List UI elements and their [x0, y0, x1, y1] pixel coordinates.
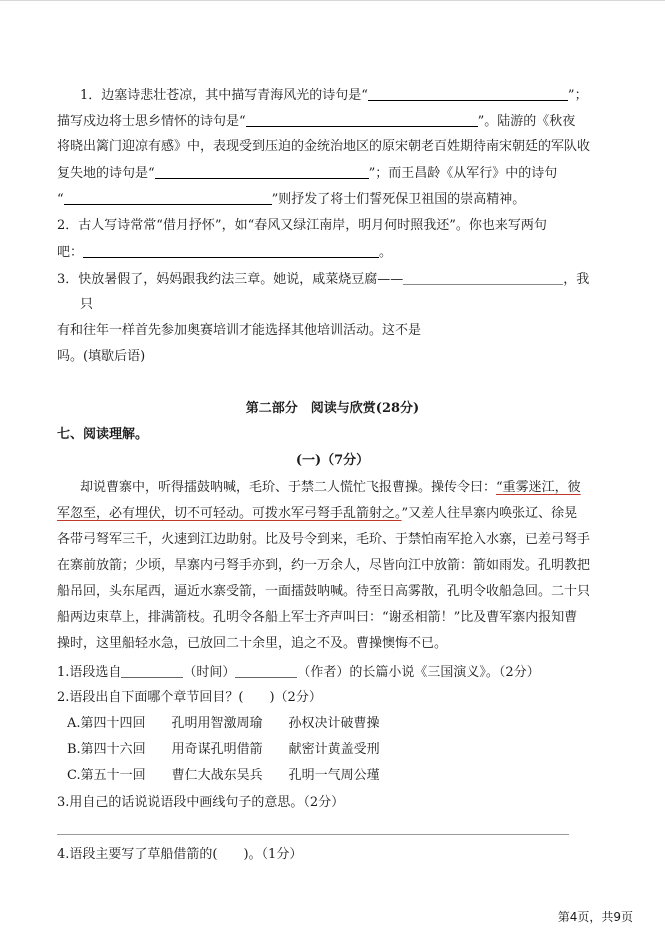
passage-line-2: 军忽至，必有埋伏，切不可轻动。可拨水军弓弩手乱箭射之。”又差人往旱寨内唤张辽、徐晃	[57, 506, 578, 521]
q6-line-11: 吗。(填歇后语)	[57, 349, 146, 364]
answer-blank[interactable]	[368, 86, 568, 101]
passage-line-7: 操时，这里船轻水急，已放回二十余里，追之不及。曹操懊悔不已。	[57, 636, 448, 651]
passage-line-5: 船吊回，头东尾西，逼近水寨受箭，一面擂鼓呐喊。待至日高雾散，孔明令收船急回。二十只	[57, 584, 591, 599]
answer-blank[interactable]	[121, 663, 183, 678]
question-2: 2.语段出自下面哪个章节回目？( )（2分）	[57, 690, 322, 705]
option-c[interactable]: C.第五十一回 曹仁大战东吴兵 孔明一气周公瑾	[67, 768, 380, 783]
answer-blank[interactable]	[403, 270, 563, 285]
q6-line-2: 描写戍边将士思乡情怀的诗句是“ ”。陆游的《秋夜	[57, 114, 576, 129]
underlined-sentence: 军忽至，必有埋伏，切不可轻动。可拨水军弓弩手乱箭射之。	[57, 506, 402, 521]
question-4: 4.语段主要写了草船借箭的( )。（1分）	[57, 847, 303, 862]
passage-subtitle: (一)（7分）	[295, 453, 370, 468]
option-b[interactable]: B.第四十六回 用奇谋孔明借箭 献密计黄盖受刑	[67, 742, 380, 757]
question-3: 3.用自己的话说说语段中画线句子的意思。（2分）	[57, 795, 345, 810]
option-a[interactable]: A.第四十四回 孔明用智激周瑜 孙权决计破曹操	[67, 716, 380, 731]
answer-blank[interactable]	[235, 663, 297, 678]
page-number: 第4页，共9页	[557, 910, 633, 924]
underlined-sentence: “重雾迷江，彼	[496, 480, 581, 495]
question-1: 1.语段选自 （时间） （作者）的长篇小说《三国演义》。（2分）	[57, 665, 540, 680]
answer-blank[interactable]	[83, 243, 379, 258]
q6-line-4: 复失地的诗句是“ ”；而王昌龄《从军行》中的诗句	[57, 166, 558, 181]
q6-line-5: “ ”则抒发了将士们誓死保卫祖国的崇高精神。	[57, 192, 526, 207]
section7-title: 七、阅读理解。	[57, 427, 149, 442]
q6-line-8: 3．快放暑假了，妈妈跟我约法三章。她说，咸菜烧豆腐—— ，我	[57, 272, 590, 287]
passage-line-3: 各带弓弩军三千，火速到江边助射。比及号令到来，毛玠、于禁怕南军抢入水寨，已差弓弩手	[57, 532, 591, 547]
passage-line-1: 却说曹寨中，听得擂鼓呐喊，毛玠、于禁二人慌忙飞报曹操。操传令曰：“重雾迷江，彼	[80, 480, 581, 495]
top-border	[0, 0, 665, 1]
passage-line-6: 船两边束草上，排满箭枝。孔明令各船上军士齐声叫曰：“谢丞相箭！”比及曹军寨内报知曹	[57, 610, 578, 625]
part2-title: 第二部分 阅读与欣赏(28分)	[245, 401, 420, 416]
q6-line-3: 将晓出篱门迎凉有感》中，表现受到压迫的金统治地区的原宋朝老百姓期待南宋朝廷的军队收	[57, 139, 591, 154]
answer-blank[interactable]	[155, 164, 369, 179]
q6-line-6: 2．古人写诗常常“借月抒怀”，如“春风又绿江南岸，明月何时照我还”。你也来写两句	[57, 218, 547, 233]
q6-line-9: 只	[80, 297, 94, 312]
q6-line-10: 有和往年一样首先参加奥赛培训才能选择其他培训活动。这不是	[57, 323, 422, 338]
q6-line-7: 吧： 。	[57, 245, 393, 260]
answer-blank[interactable]	[246, 112, 478, 127]
answer-blank[interactable]	[64, 190, 272, 205]
passage-line-4: 在寨前放箭；少顷，旱寨内弓弩手亦到，约一万余人，尽皆向江中放箭：箭如雨发。孔明教把	[57, 558, 591, 573]
answer-line[interactable]	[57, 834, 569, 835]
q6-line-1: 1．边塞诗悲壮苍凉，其中描写青海风光的诗句是“ ”；	[80, 88, 588, 103]
